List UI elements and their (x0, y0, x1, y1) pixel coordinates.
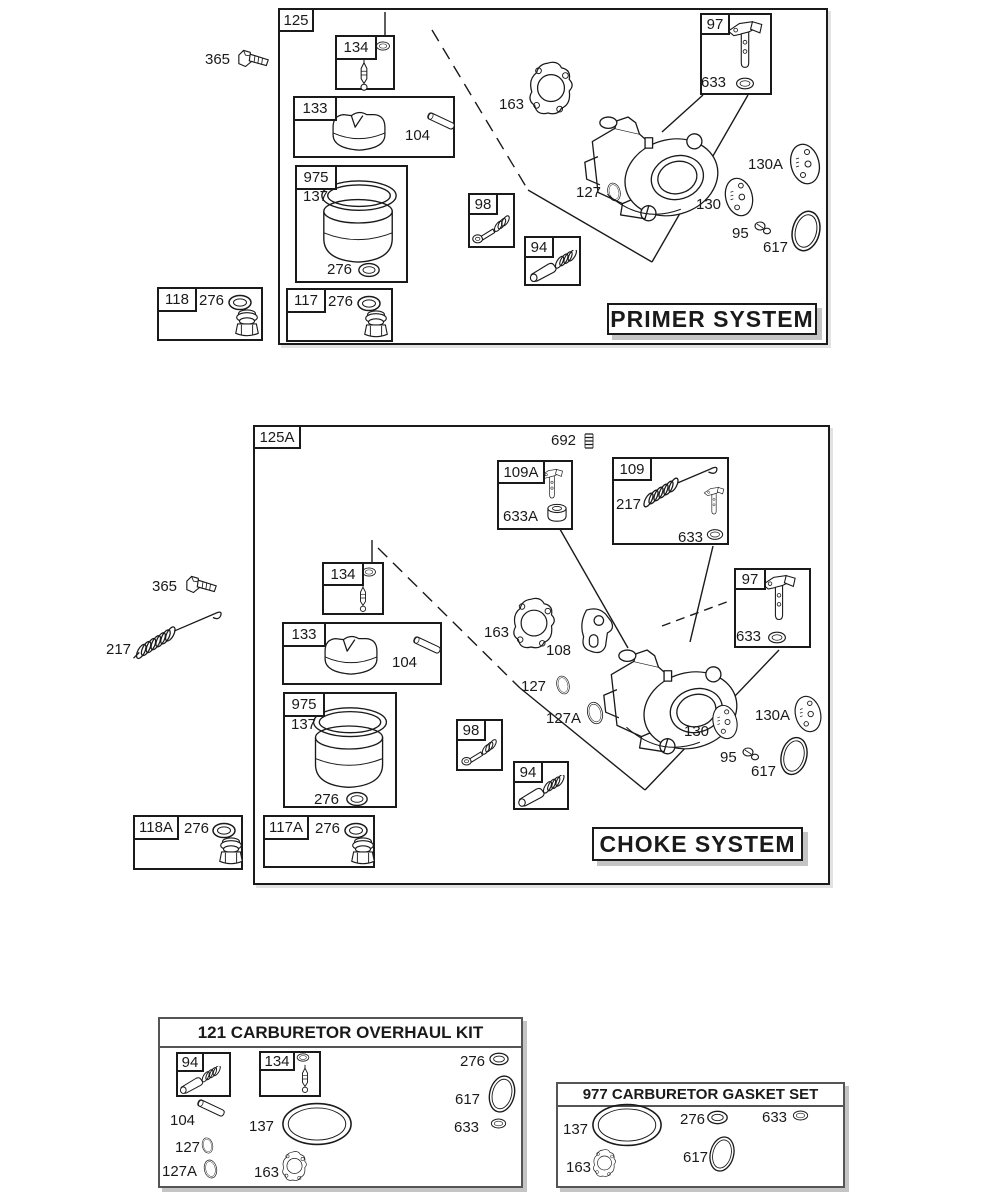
part-box-975-tag: 975 (295, 165, 337, 190)
leader-line (662, 600, 732, 626)
float-icon (320, 630, 382, 678)
seal-icon (735, 77, 755, 90)
part-label-276: 276 (680, 1111, 706, 1128)
o-ring-icon (345, 791, 369, 807)
part-label-617: 617 (763, 239, 789, 256)
part-label-127A: 127A (162, 1163, 198, 1180)
tiny-spring-icon (583, 431, 595, 451)
seal-icon (767, 631, 787, 644)
primer-box-tag: 125 (278, 8, 314, 32)
part-label-127A: 127A (546, 710, 582, 727)
part-label-104: 104 (405, 127, 431, 144)
o-ring-icon (296, 1053, 310, 1062)
part-label-276: 276 (460, 1053, 486, 1070)
kit-box-94-tag: 94 (176, 1052, 204, 1072)
part-label-633A: 633A (503, 508, 539, 525)
part-box-94-tag: 94 (513, 761, 543, 783)
part-label-163: 163 (254, 1164, 280, 1181)
part-label-617: 617 (683, 1149, 709, 1166)
part-label-276: 276 (315, 820, 341, 837)
seal-icon (490, 1118, 507, 1129)
part-label-130A: 130A (748, 156, 784, 173)
float-icon (328, 106, 390, 154)
part-box-97-tag: 97 (734, 568, 766, 590)
part-label-137: 137 (291, 716, 317, 733)
gasket-icon (281, 1150, 308, 1183)
part-label-633: 633 (454, 1119, 480, 1136)
part-label-104: 104 (170, 1112, 196, 1129)
part-box-133-tag: 133 (282, 622, 326, 647)
part-label-163: 163 (499, 96, 525, 113)
part-box-118A-tag: 118A (133, 815, 179, 840)
disc-icon (709, 701, 741, 743)
part-label-633: 633 (701, 74, 727, 91)
part-label-130: 130 (684, 723, 710, 740)
gasket-icon (592, 1148, 617, 1179)
part-label-137: 137 (249, 1118, 275, 1135)
screw-icon (754, 220, 772, 236)
part-box-133-tag: 133 (293, 96, 337, 121)
seal-cup-icon (546, 503, 568, 523)
overhaul-kit-title: 121 CARBURETOR OVERHAUL KIT (160, 1019, 521, 1048)
part-label-365: 365 (205, 51, 231, 68)
kit-box-134-tag: 134 (259, 1051, 295, 1071)
part-box-117-tag: 117 (286, 288, 326, 313)
part-label-276: 276 (184, 820, 210, 837)
part-label-692: 692 (551, 432, 577, 449)
choke-box-tag: 125A (253, 425, 301, 449)
part-label-633: 633 (678, 529, 704, 546)
carburetor-body-icon (585, 633, 745, 765)
part-box-118-tag: 118 (157, 287, 197, 312)
part-label-217: 217 (616, 496, 642, 513)
part-label-365: 365 (152, 578, 178, 595)
choke-system-title: CHOKE SYSTEM (592, 827, 803, 861)
part-label-130: 130 (696, 196, 722, 213)
part-box-109A-tag: 109A (497, 460, 545, 484)
o-ring-icon (706, 1110, 729, 1125)
part-label-95: 95 (720, 749, 737, 766)
bowl-ring-icon (590, 1101, 664, 1149)
part-label-127: 127 (521, 678, 547, 695)
part-box-98-tag: 98 (456, 719, 486, 741)
part-label-95: 95 (732, 225, 749, 242)
screw-spring-icon (470, 212, 514, 246)
part-label-130A: 130A (755, 707, 791, 724)
part-label-633: 633 (736, 628, 762, 645)
seal-icon (706, 528, 724, 541)
part-label-137: 137 (563, 1121, 589, 1138)
part-box-117A-tag: 117A (263, 815, 309, 840)
bowl-nut-icon (348, 836, 378, 866)
bowl-nut-icon (216, 836, 246, 866)
disc-icon (791, 692, 825, 736)
bowl-ring-icon (280, 1100, 354, 1148)
part-label-127: 127 (175, 1139, 201, 1156)
o-ring-icon (375, 41, 391, 51)
bolt-icon (184, 572, 220, 596)
needle-valve-icon (357, 58, 371, 92)
long-spring-icon (128, 602, 232, 664)
float-bowl-icon (316, 176, 402, 270)
gasket-set-title: 977 CARBURETOR GASKET SET (558, 1084, 843, 1107)
choke-shaft-icon (701, 477, 727, 525)
bowl-nut-icon (361, 309, 391, 339)
leader-line (690, 546, 713, 642)
part-label-127: 127 (576, 184, 602, 201)
part-label-163: 163 (566, 1159, 592, 1176)
part-label-276: 276 (199, 292, 225, 309)
part-label-137: 137 (303, 188, 329, 205)
part-box-94-tag: 94 (524, 236, 554, 258)
needle-valve-icon (299, 1064, 311, 1094)
part-label-617: 617 (455, 1091, 481, 1108)
part-box-109-tag: 109 (612, 457, 652, 481)
needle-valve-icon (356, 583, 370, 613)
bowl-nut-icon (232, 308, 262, 338)
primer-system-title: PRIMER SYSTEM (607, 303, 817, 335)
part-box-975-tag: 975 (283, 692, 325, 717)
part-label-163: 163 (484, 624, 510, 641)
part-label-108: 108 (546, 642, 572, 659)
part-label-276: 276 (328, 293, 354, 310)
part-label-617: 617 (751, 763, 777, 780)
part-box-97-tag: 97 (700, 13, 730, 35)
part-label-276: 276 (327, 261, 353, 278)
o-ring-icon (357, 262, 381, 278)
o-ring-icon (488, 1052, 510, 1066)
part-box-134-tag: 134 (335, 35, 377, 60)
part-label-104: 104 (392, 654, 418, 671)
part-label-633: 633 (762, 1109, 788, 1126)
part-label-217: 217 (106, 641, 132, 658)
part-label-276: 276 (314, 791, 340, 808)
disc-icon (721, 175, 757, 219)
disc-icon (786, 141, 824, 187)
part-box-98-tag: 98 (468, 193, 498, 215)
bolt-icon (236, 46, 272, 70)
screw-icon (742, 746, 760, 762)
seal-icon (792, 1110, 809, 1121)
part-box-134-tag: 134 (322, 562, 364, 586)
